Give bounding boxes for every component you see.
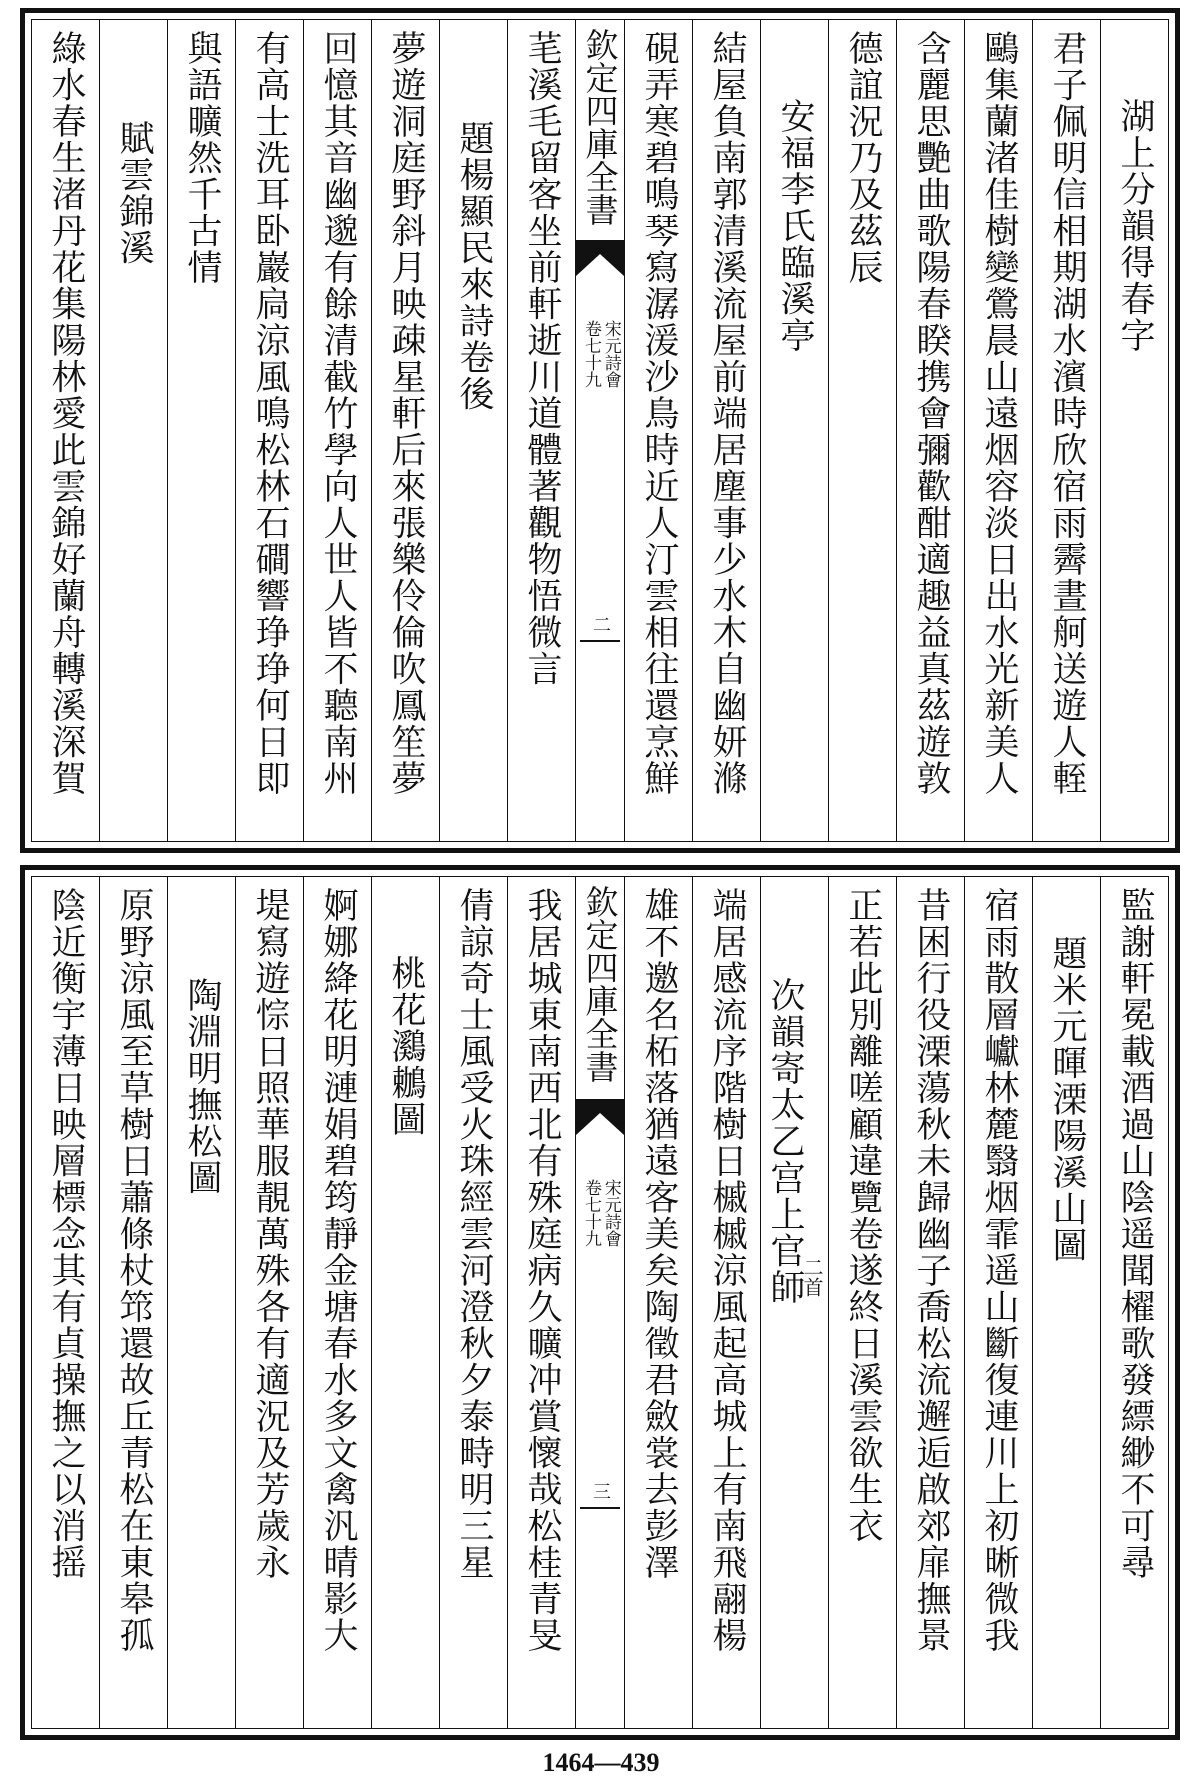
text-line: 原野涼風至草樹日蕭條杖筇還故丘青松在東皋孤 — [114, 887, 154, 1654]
text-line: 陰近衡宇薄日映層標念其有貞操撫之以消摇 — [46, 887, 86, 1581]
top-col-12 — [303, 20, 371, 841]
text-line: 監謝軒冕載酒過山陰遥聞櫂歌發縹緲不可尋 — [1115, 887, 1155, 1581]
bot-col-6 — [760, 877, 828, 1728]
text-line: 倩諒奇士風受火珠經雲河澄秋夕泰畤明三星 — [454, 887, 494, 1581]
bot-col-2 — [1032, 877, 1100, 1728]
top-col-5 — [828, 20, 896, 841]
page-footer-number: 1464—439 — [542, 1748, 660, 1777]
top-col-9 — [507, 20, 575, 841]
poem-title: 題楊顯民來詩卷後 — [454, 120, 494, 412]
poem-title: 湖上分韻得春字 — [1115, 98, 1155, 354]
book-title: 欽定四庫全書 — [580, 28, 620, 226]
top-col-13 — [235, 20, 303, 841]
top-col-7 — [692, 20, 760, 841]
poem-title: 陶淵明撫松圖 — [182, 977, 222, 1196]
poem-title-with-note — [767, 977, 822, 1728]
book-series: 宋元詩會 — [600, 1179, 621, 1247]
top-col-14 — [167, 20, 235, 841]
text-line: 結屋負南郭清溪流屋前端居塵事少水木自幽妍滌 — [707, 30, 747, 797]
text-line: 綠水春生渚丹花集陽林愛此雲錦好蘭舟轉溪深賀 — [46, 30, 86, 797]
text-line: 夢遊洞庭野斜月映疎星軒后來張樂伶倫吹鳳笙夢 — [386, 30, 426, 797]
text-line: 雄不邀名柘落猶遠客美矣陶徵君斂裳去彭澤 — [639, 887, 679, 1581]
bot-col-16 — [32, 877, 99, 1728]
text-line: 鷗集蘭渚佳樹變鶯晨山遠烟容淡日出水光新美人 — [979, 30, 1019, 797]
text-line: 堤寫遊悰日照華服靚萬殊各有適況及芳歲永 — [250, 887, 290, 1581]
text-line: 君子佩明信相期湖水濱時欣宿雨霽晝舸送遊人輊 — [1047, 30, 1087, 797]
top-col-11 — [371, 20, 439, 841]
text-line: 我居城東南西北有殊庭病久曠冲賞懷哉松桂青旻 — [522, 887, 562, 1654]
text-line: 婀娜絳花明漣娟碧筠靜金塘春水多文禽汎晴影大 — [318, 887, 358, 1654]
bottom-center-column — [575, 877, 624, 1728]
bot-col-5 — [828, 877, 896, 1728]
bottom-page-columns — [31, 876, 1169, 1729]
text-line: 含麗思艷曲歌陽春睽携會彌歡酣適趣益真茲遊敦 — [911, 30, 951, 797]
bot-col-3 — [964, 877, 1032, 1728]
poem-title: 賦雲錦溪 — [114, 120, 154, 266]
bot-col-7 — [692, 877, 760, 1728]
fishtail-mark — [576, 1099, 624, 1135]
poem-title: 桃花鸂鶒圖 — [386, 955, 426, 1138]
poem-count-note: 二首 — [800, 1257, 824, 1297]
poem-title: 次韻寄太乙宫上官師 — [765, 977, 805, 1306]
top-col-8 — [624, 20, 692, 841]
book-subtitle — [581, 320, 619, 388]
bot-col-14 — [167, 877, 235, 1728]
bot-col-1 — [1100, 877, 1168, 1728]
book-subtitle — [581, 1179, 619, 1247]
top-col-1 — [1100, 20, 1168, 841]
fishtail-mark — [576, 240, 624, 276]
text-line: 正若此別離嗟顧違覽卷遂終日溪雲欲生衣 — [843, 887, 883, 1544]
text-line: 宿雨散層巘林麓翳烟霏遥山斷復連川上初晰微我 — [979, 887, 1019, 1654]
bot-col-8 — [624, 877, 692, 1728]
text-line: 回憶其音幽邈有餘清截竹學向人世人皆不聽南州 — [318, 30, 358, 797]
top-page — [20, 8, 1180, 853]
top-col-15 — [99, 20, 167, 841]
text-line: 芼溪毛留客坐前軒逝川道體著觀物悟微言 — [522, 30, 562, 687]
text-line: 昔困行役溧蕩秋未歸幽子喬松流邂逅啟郊扉撫景 — [911, 887, 951, 1654]
page-number: 三 — [590, 1482, 611, 1500]
book-title: 欽定四庫全書 — [580, 885, 620, 1083]
top-col-3 — [964, 20, 1032, 841]
top-col-4 — [896, 20, 964, 841]
bot-col-4 — [896, 877, 964, 1728]
top-center-column — [575, 20, 624, 841]
bot-col-9 — [507, 877, 575, 1728]
bot-col-10 — [439, 877, 507, 1728]
top-col-16 — [32, 20, 99, 841]
book-series: 宋元詩會 — [600, 320, 621, 388]
text-line: 與語曠然千古情 — [182, 30, 222, 286]
top-page-columns — [31, 19, 1169, 842]
divider — [580, 640, 620, 642]
bot-col-13 — [235, 877, 303, 1728]
book-volume: 卷七十九 — [581, 320, 601, 388]
divider — [580, 1507, 620, 1509]
text-line: 端居感流序階樹日槭槭涼風起高城上有南飛翮楊 — [707, 887, 747, 1654]
poem-title: 題米元暉溧陽溪山圖 — [1047, 935, 1087, 1264]
bot-col-12 — [303, 877, 371, 1728]
top-col-6 — [760, 20, 828, 841]
book-volume: 卷七十九 — [581, 1179, 601, 1247]
bottom-page — [20, 865, 1180, 1740]
bot-col-15 — [99, 877, 167, 1728]
poem-title: 安福李氏臨溪亭 — [775, 98, 815, 354]
top-col-2 — [1032, 20, 1100, 841]
text-line: 有高士洗耳卧巖扃涼風鳴松林石磵響琤琤何日即 — [250, 30, 290, 797]
text-line: 德誼況乃及茲辰 — [843, 30, 883, 286]
page-number: 二 — [590, 615, 611, 633]
top-col-10 — [439, 20, 507, 841]
text-line: 硯弄寒碧鳴琴寫潺湲沙鳥時近人汀雲相往還烹鮮 — [639, 30, 679, 797]
bot-col-11 — [371, 877, 439, 1728]
